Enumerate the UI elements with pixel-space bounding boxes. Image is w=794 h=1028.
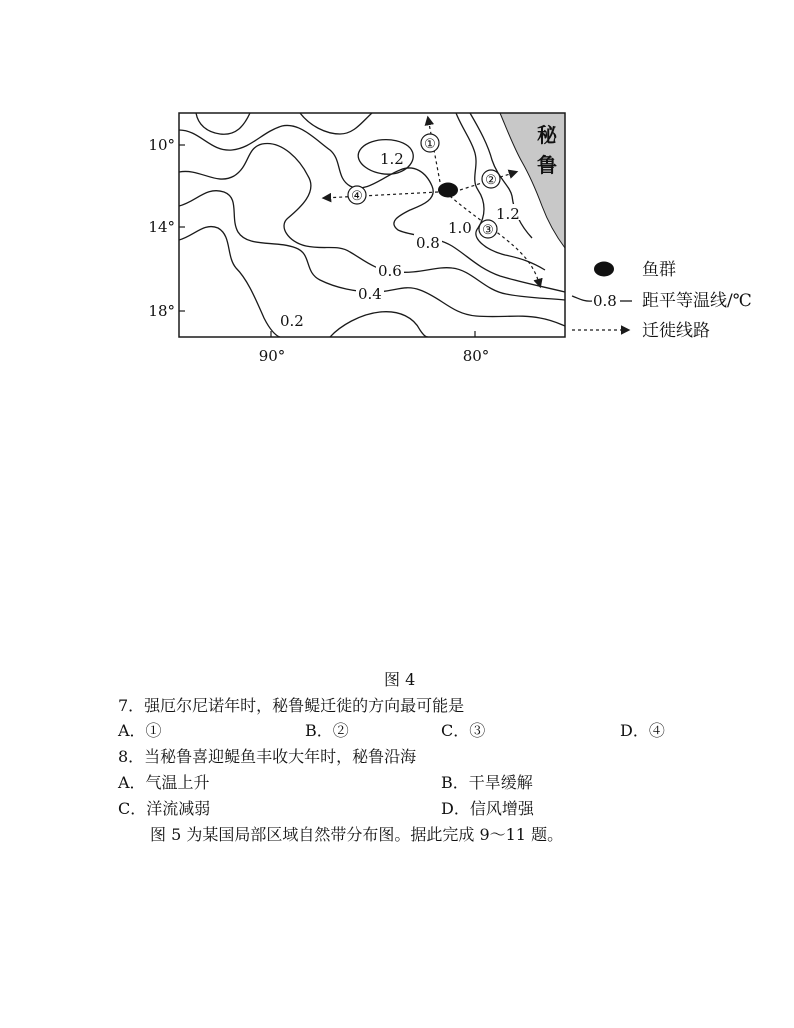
lat-label-18: 18° — [148, 302, 175, 320]
lon-label-80: 80° — [462, 347, 490, 365]
route-2-label: ② — [485, 173, 497, 188]
question-7-option-c: C．③ — [441, 721, 486, 740]
lat-label-10: 10° — [148, 136, 175, 154]
legend-isotherm-value: 0.8 — [593, 292, 617, 310]
isotherm-line — [300, 113, 372, 134]
isotherm-label: 0.6 — [378, 262, 402, 280]
country-label-peru-2: 鲁 — [537, 153, 557, 177]
question-7-option-a: A．① — [118, 721, 162, 740]
question-7-stem: 7．强厄尔尼诺年时，秘鲁鳀迁徙的方向最可能是 — [118, 696, 465, 715]
isotherm-line — [330, 312, 428, 337]
question-8-option-a: A．气温上升 — [118, 773, 210, 792]
map-legend — [572, 260, 752, 341]
isotherm-line — [196, 113, 250, 134]
route-4-line — [324, 192, 438, 198]
route-1-label: ① — [424, 137, 436, 152]
question-7-option-b: B．② — [305, 721, 349, 740]
lat-label-14: 14° — [148, 218, 175, 236]
legend-fish-label: 鱼群 — [642, 260, 676, 280]
legend-fish-icon — [594, 262, 614, 277]
isotherm-label: 1.2 — [496, 205, 520, 223]
legend-route-label: 迁徙线路 — [642, 321, 710, 341]
country-label-peru-1: 秘 — [537, 123, 557, 147]
figure-caption: 图 4 — [384, 670, 416, 689]
sea-temperature-anomaly-map — [0, 0, 794, 400]
isotherm-lines — [179, 113, 565, 337]
legend-isotherm-icon — [572, 296, 592, 301]
question-7-option-d: D．④ — [620, 721, 665, 740]
legend-isotherm-label: 距平等温线/℃ — [642, 291, 752, 311]
isotherm-label: 0.2 — [280, 312, 304, 330]
map-frame — [179, 113, 565, 337]
route-3-label: ③ — [482, 223, 494, 238]
question-8-option-c: C．洋流减弱 — [118, 799, 211, 818]
isotherm-label: 0.4 — [358, 285, 382, 303]
question-8-stem: 8．当秘鲁喜迎鳀鱼丰收大年时，秘鲁沿海 — [118, 747, 417, 766]
isotherm-label: 1.0 — [448, 219, 472, 237]
question-8-option-d: D．信风增强 — [441, 799, 534, 818]
route-4-label: ④ — [351, 189, 363, 204]
isotherm-label: 0.8 — [416, 234, 440, 252]
next-section-intro: 图 5 为某国局部区域自然带分布图。据此完成 9～11 题。 — [150, 825, 564, 844]
fish-school-marker — [438, 183, 458, 198]
isotherm-label: 1.2 — [380, 150, 404, 168]
lon-label-90: 90° — [258, 347, 286, 365]
question-8-option-b: B．干旱缓解 — [441, 773, 533, 792]
